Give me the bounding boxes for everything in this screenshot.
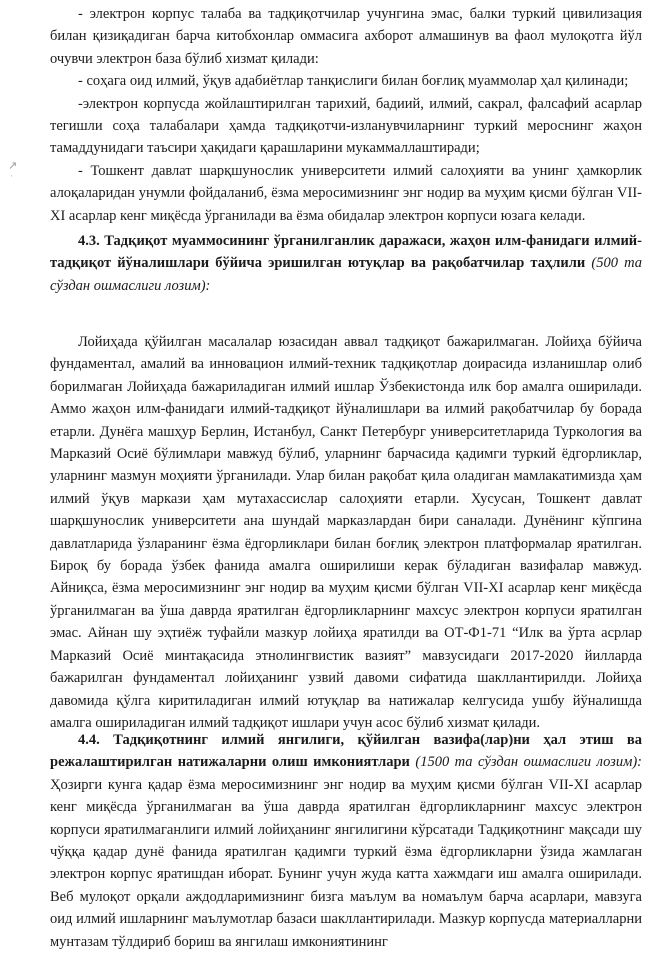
section-4-3-note: (500 та сўздан ошмаслиги лозим): [50, 255, 643, 294]
intro-paragraph: - соҳага оид илмий, ўқув адабиётлар танқислиги билан боғлиқ муаммолар ҳал қилинади; [78, 73, 629, 90]
intro-paragraph: - Тошкент давлат шарқшунослик университети илмий салоҳияти ва унинг ҳамкорлик алоқаларидан унумли фойдаланиб, ёзма меросимизнинг энг нодир ва муҳим қисми бўлган VII-XI асарлар кенг миқёсда ўрганилади ва ёзма обидалар электрон корпуси юзага келади. [50, 162, 642, 224]
intro-paragraph: -электрон корпусда жойлаштирилган тарихий, бадиий, илмий, сакрал, фалсафий асарлар тегишли соҳа талабалари ҳамда тадқиқотчи-изланувчиларнинг туркий мероснинг жаҳон тамаддунидаги таъсири ҳақидаги қарашларини мукаммаллаштиради; [50, 95, 642, 157]
section-4-3-heading-block [50, 230, 642, 297]
intro-paragraph: - электрон корпус талаба ва тадқиқотчилар учунгина эмас, балки туркий цивилизация билан қизиқадиган барча китобхонлар оммасига ахборот алмашинув ва фаол мулоқотга йўл очувчи электрон база бўлиб хизмат қилади: [50, 6, 642, 67]
section-4-4-body: Ҳозирги кунга қадар ёзма меросимизнинг энг нодир ва муҳим қисми бўлган VII-XI асарлар кенг миқёсда ўрганилмаган ва ўша даврда яратилган ёдгорликларнинг махсус электрон корпуси яратилмаганлиги илмий лойиҳанинг янгилигини кўрсатади Тадқиқотнинг мақсади шу чўққа қадар дунё фанида яратилган қадимги туркий ёзма ёдгорликларни ўзида жамлаган электрон корпус яратишдан иборат. Бунинг учун жуда катта хажмдаги иш амалга оширилади. Веб мулоқот орқали аждодларимизнинг бизга маълум ва номаълум барча асарлари, мавзуга оид илмий ишларнинг маълумотлар базаси шакллантирилади. Мазкур корпусда материалларни мунтазам тўлдириб бориш ва янгилаш имкониятининг [50, 776, 642, 950]
section-4-4-heading: 4.4. Тадқиқотнинг илмий янгилиги, қўйилган вазифа(лар)ни ҳал этиш ва режалаштирилган натижаларни олиш имкониятлари [50, 732, 642, 771]
margin-dot: · [10, 172, 13, 182]
section-4-3-heading: 4.3. Тадқиқот муаммосининг ўрганилганлик даражаси, жаҳон илм-фанидаги илмий-тадқиқот йўналишлари бўйича эришилган ютуқлар ва рақобатчилар таҳлили [50, 233, 642, 272]
margin-mark: ↗ [8, 159, 18, 172]
section-4-3-body: Лойиҳада қўйилган масалалар юзасидан аввал тадқиқот бажарилмаган. Лойиҳа бўйича фундаментал, амалий ва инновацион илмий-техник тадқиқотлар доирасида изланишлар олиб борилмаган Лойиҳада бажариладиган илмий ишлар Ўзбекистонда илк бор амалга оширилади. Аммо жаҳон илм-фанидаги илмий-тадқиқот йўналишлари ва илмий рақобатчилар бу борада етарли. Дунёга машҳур Берлин, Истанбул, Санкт Петербург университетларида Туркология ва Марказий Осиё бўлимлари мавжуд бўлиб, уларнинг барчасида қадимги туркий ёдгорликлар, уларнинг мазмун моҳияти ўрганилади. Улар билан рақобат қила оладиган мамлакатимизда ҳам илмий ўқув маркази ҳам мутахассислар салоҳияти етарли. Хусусан, Тошкент давлат шарқшунослик университети ана шундай марказлардан бири саналади. Дунёнинг кўпгина давлатларида ўзларанинг ёзма ёдгорликлари билан боғлиқ электрон платформалар яратилган. Бироқ бу борада ўзбек фанида амалга оширилиши керак бўладиган вазифалар мавжуд. Айниқса, ёзма меросимизнинг энг нодир ва муҳим қисми бўлган VII-XI асарлар кенг миқёсда ўрганилмаган ва ўша даврда яратилган ёдгорликларнинг махсус электрон корпуси яратилган эмас. Айнан шу эҳтиёж туфайли мазкур лойиҳа яратилди ва ОТ-Ф1-71 “Илк ва ўрта асрлар Марказий Осиё минтақасида этнолингвистик вазият” мавзусидаги 2017-2020 йилларда бажарилган фундаментал лойиҳанинг узвий давоми сифатида шакллантирилди. Лойиҳа давомида қўлга киритиладиган илмий ютуқлар ва натижалар келгусида ушбу йўналишда амалга ошириладиган илмий тадқиқот ишлари учун асос бўлиб хизмат қилади. [50, 334, 642, 731]
intro-list [50, 3, 642, 227]
section-4-3-body-block [50, 331, 642, 734]
section-4-4-note: (1500 та сўздан ошмаслиги лозим): [415, 754, 642, 771]
section-4-4-block [50, 729, 642, 953]
